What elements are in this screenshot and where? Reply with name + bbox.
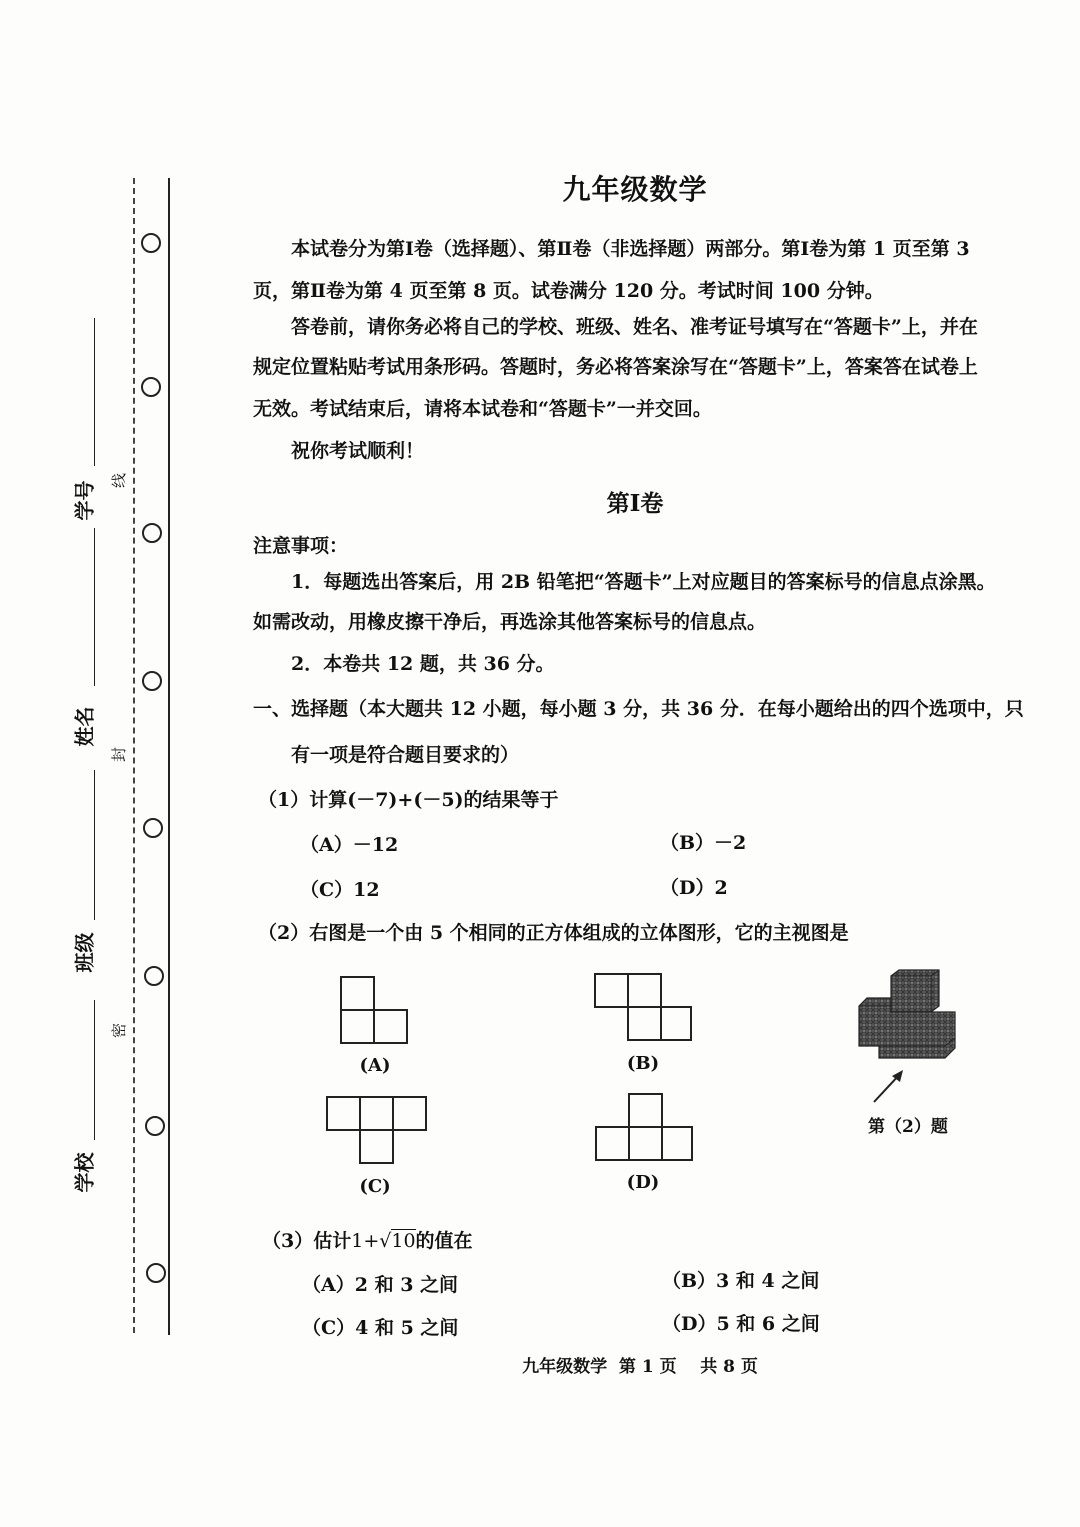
option-c[interactable]: （C）4 和 5 之间 (302, 1317, 459, 1339)
option-b[interactable]: （B）－2 (660, 832, 747, 854)
option-a[interactable]: （A）2 和 3 之间 (302, 1274, 459, 1296)
figure-option-b[interactable] (594, 973, 694, 1043)
student-id-blank-line[interactable] (94, 318, 95, 466)
figure-label-d: (D) (626, 1172, 660, 1193)
binding-hole (141, 233, 161, 253)
binding-hole (145, 1116, 165, 1136)
part-heading: 有一项是符合题目要求的） (291, 744, 520, 766)
option-d[interactable]: （D）2 (660, 877, 728, 899)
question-stem-prefix: （3）估计 (262, 1230, 352, 1252)
school-label: 学校 (72, 1152, 97, 1193)
intro-line: 答卷前，请你务必将自己的学校、班级、姓名、准考证号填写在“答题卡”上，并在 (291, 316, 978, 338)
seal-char-secret: 密 (110, 1022, 129, 1039)
figure-option-a[interactable] (340, 976, 410, 1046)
good-luck-line: 祝你考试顺利！ (291, 440, 425, 462)
question-stem: （1）计算(－7)+(－5)的结果等于 (258, 789, 559, 811)
arrow-icon (870, 1068, 910, 1108)
intro-line: 页，第Ⅱ卷为第 4 页至第 8 页。试卷满分 120 分。考试时间 100 分钟。 (253, 280, 884, 302)
margin-dashed-line (133, 178, 135, 1333)
page-footer: 九年级数学 第 1 页 共 8 页 (522, 1357, 758, 1377)
solid-figure-image (855, 968, 960, 1068)
binding-hole (146, 1263, 166, 1283)
question-stem (262, 1226, 473, 1253)
margin-solid-line (168, 178, 170, 1335)
note-line: 如需改动，用橡皮擦干净后，再选涂其他答案标号的信息点。 (253, 611, 767, 633)
name-blank-line[interactable] (94, 528, 95, 686)
binding-hole (142, 671, 162, 691)
page-title: 九年级数学 (562, 173, 708, 206)
binding-hole (142, 523, 162, 543)
question-stem: （2）右图是一个由 5 个相同的正方体组成的立体图形，它的主视图是 (258, 922, 849, 944)
seal-char-seal: 封 (110, 746, 129, 763)
figure-option-d[interactable] (595, 1093, 695, 1163)
intro-line: 本试卷分为第Ⅰ卷（选择题）、第Ⅱ卷（非选择题）两部分。第Ⅰ卷为第 1 页至第 3 (291, 238, 970, 260)
figure-label-c: (C) (359, 1176, 391, 1197)
notes-heading: 注意事项： (253, 535, 349, 557)
part-heading: 一、选择题（本大题共 12 小题，每小题 3 分，共 36 分．在每小题给出的四个选项中，只 (253, 698, 1024, 720)
school-blank-line[interactable] (94, 1000, 95, 1140)
question-stem-suffix: 的值在 (415, 1230, 473, 1252)
note-line: 2．本卷共 12 题，共 36 分。 (291, 653, 555, 675)
option-b[interactable]: （B）3 和 4 之间 (662, 1270, 820, 1292)
binding-hole (144, 966, 164, 986)
math-expression: 1+ (351, 1230, 380, 1252)
note-line: 1．每题选出答案后，用 2B 铅笔把“答题卡”上对应题目的答案标号的信息点涂黑。 (291, 571, 996, 593)
option-d[interactable]: （D）5 和 6 之间 (662, 1313, 820, 1335)
student-id-label: 学号 (72, 480, 97, 521)
figure-label-b: (B) (626, 1053, 660, 1074)
figure-label-a: (A) (359, 1055, 391, 1076)
figure-caption: 第（2）题 (868, 1117, 948, 1137)
intro-line: 规定位置粘贴考试用条形码。答题时，务必将答案涂写在“答题卡”上，答案答在试卷上 (253, 356, 978, 378)
figure-option-c[interactable] (326, 1096, 428, 1166)
class-label: 班级 (72, 932, 97, 973)
option-a[interactable]: （A）－12 (300, 834, 399, 856)
sqrt-radicand: 10 (391, 1230, 416, 1252)
binding-hole (143, 818, 163, 838)
section-title: 第Ⅰ卷 (606, 490, 664, 517)
seal-char-line: 线 (110, 472, 129, 489)
class-blank-line[interactable] (94, 770, 95, 920)
intro-line: 无效。考试结束后，请将本试卷和“答题卡”一并交回。 (253, 398, 712, 420)
sqrt-sign-icon: √ (379, 1230, 392, 1252)
binding-hole (141, 377, 161, 397)
option-c[interactable]: （C）12 (300, 879, 380, 901)
name-label: 姓名 (72, 706, 97, 747)
